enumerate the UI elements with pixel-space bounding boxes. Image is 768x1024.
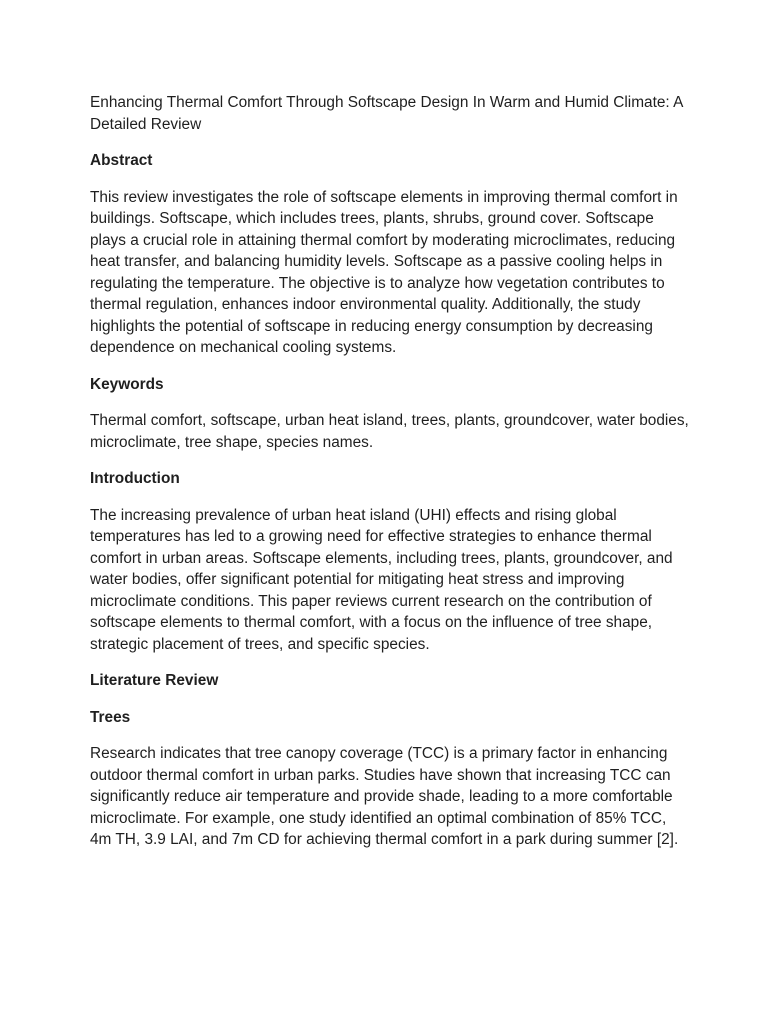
- heading-trees: Trees: [90, 708, 131, 726]
- abstract-text: This review investigates the role of softscape elements in improving thermal comfort in buildings. Softscape, which includes trees, plants, shrubs, ground cover. Softscape plays a crucial role in attaining thermal comfort by moderating microclimates, reducing heat transfer, and balancing humidity levels. Softscape as a passive cooling helps in regulating the temperature. The objective is to analyze how vegetation contributes to thermal regulation, enhances indoor environmental quality. Additionally, the study highlights the potential of softscape in reducing energy consumption by decreasing dependence on mechanical cooling systems.: [90, 188, 678, 356]
- introduction-text: The increasing prevalence of urban heat island (UHI) effects and rising global temperatures has led to a growing need for effective strategies to enhance thermal comfort in urban areas. Softscape elements, including trees, plants, groundcover, and water bodies, offer significant potential for mitigating heat stress and improving microclimate conditions. This paper reviews current research on the contribution of softscape elements to thermal comfort, with a focus on the influence of tree shape, strategic placement of trees, and specific species.: [90, 506, 673, 653]
- heading-introduction: Introduction: [90, 470, 180, 487]
- keywords-text: Thermal comfort, softscape, urban heat island, trees, plants, groundcover, water bodies, microclimate, tree shape, species names.: [90, 412, 689, 451]
- trees-text: Research indicates that tree canopy coverage (TCC) is a primary factor in enhancing outdoor thermal comfort in urban parks. Studies have shown that increasing TCC can significantly reduce air temperature and provide shade, leading to a more comfortable microclimate. For example, one study identified an optimal combination of 85% TCC, 4m TH, 3.9 LAI, and 7m CD for achieving thermal comfort in a park during summer [2].: [90, 745, 679, 848]
- heading-literature-review: Literature Review: [90, 672, 219, 689]
- document-title: Enhancing Thermal Comfort Through Softscape Design In Warm and Humid Climate: A Detailed Review: [90, 94, 683, 133]
- document-page: [90, 92, 690, 866]
- heading-keywords: Keywords: [90, 375, 164, 393]
- heading-abstract: Abstract: [90, 152, 153, 169]
